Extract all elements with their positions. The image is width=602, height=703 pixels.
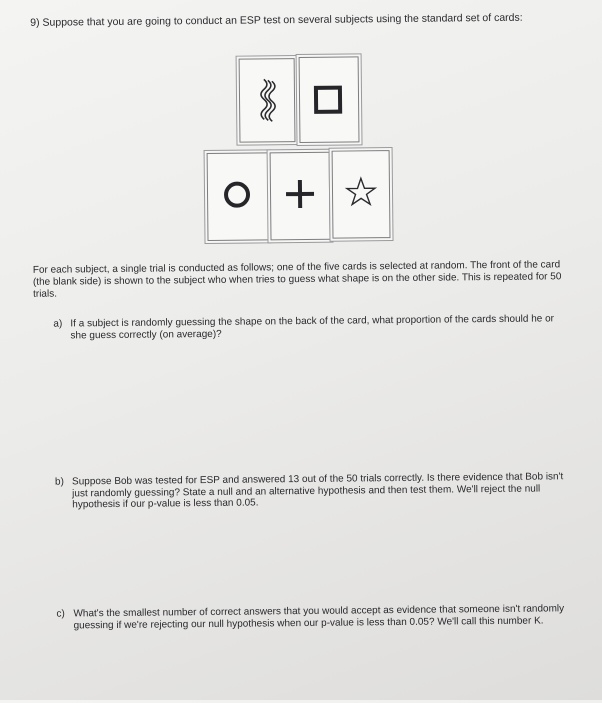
part-b-label: b) <box>54 476 64 488</box>
part-a <box>53 313 563 341</box>
star-icon <box>333 151 390 238</box>
square-icon <box>300 57 359 142</box>
trial-description: For each subject, a single trial is conducted as follows; one of the five cards is selected at random. The front of the card (the blank side) is shown to the subject who when tries to guess what shape is on the other side. This is repeated for 50 trials. <box>32 259 562 300</box>
part-a-label: a) <box>53 318 63 330</box>
part-b <box>55 471 565 511</box>
card-plus <box>270 152 331 241</box>
part-c-text: What's the smallest number of correct answers that you would accept as evidence that someone isn't randomly guessing if we're rejecting our null hypothesis when our p-value is less than 0.05? We'll call this number K. <box>73 603 565 631</box>
card-star <box>332 150 391 239</box>
question-heading <box>30 11 570 29</box>
card-square <box>299 56 360 143</box>
part-b-text: Suppose Bob was tested for ESP and answered 13 out of the 50 trials correctly. Is there evidence that Bob isn't just randomly guessing? State a null and an alternative hypothesis and then test them. We'll reject the null hypothesis if our p-value is less than 0.05. <box>71 471 564 511</box>
card-waves <box>239 58 296 143</box>
plus-icon <box>271 153 330 240</box>
circle-icon <box>208 153 269 240</box>
part-a-text: If a subject is randomly guessing the shape on the back of the card, what proportion of the cards should he or she guess correctly (on average)? <box>70 313 555 341</box>
waves-icon <box>240 59 295 142</box>
card-circle <box>207 152 270 241</box>
question-intro: Suppose that you are going to conduct an ESP test on several subjects using the standard set of cards: <box>42 11 523 29</box>
question-number: 9) <box>30 16 40 29</box>
part-c-label: c) <box>56 608 65 620</box>
part-c <box>56 603 566 631</box>
